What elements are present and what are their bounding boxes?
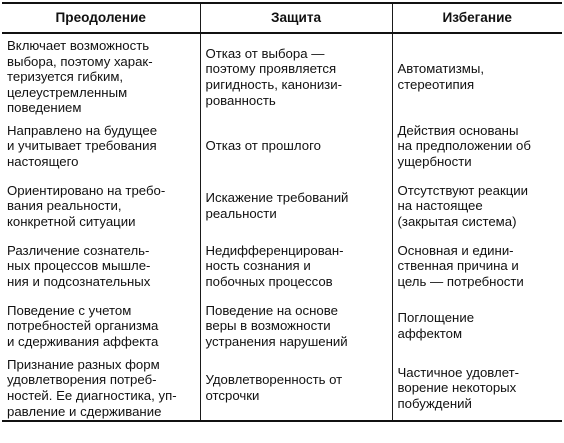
cell-defense: Отказ от выбора — поэтому проявляется ригидность, канонизи- рованность xyxy=(200,33,392,116)
table-row xyxy=(2,116,562,176)
cell-defense: Недифференцирован- ность сознания и побочных процессов xyxy=(200,236,392,296)
cell-coping: Направлено на будущее и учитывает требования настоящего xyxy=(2,116,200,176)
table-row xyxy=(2,176,562,236)
header-row xyxy=(2,3,562,33)
cell-coping: Признание разных форм удовлетворения потреб- ностей. Ее диагностика, уп- равление и сдерживание xyxy=(2,356,200,421)
cell-defense: Отказ от прошлого xyxy=(200,116,392,176)
cell-coping: Поведение с учетом потребностей организма и сдерживания аффекта xyxy=(2,296,200,356)
cell-avoidance: Основная и едини- ственная причина и цель — потребности xyxy=(392,236,562,296)
table-row xyxy=(2,236,562,296)
table-header xyxy=(2,3,562,33)
table-body xyxy=(2,33,562,421)
cell-defense: Искажение требований реальности xyxy=(200,176,392,236)
cell-defense: Удовлетворенность от отсрочки xyxy=(200,356,392,421)
header-coping: Преодоление xyxy=(2,3,200,33)
cell-avoidance: Действия основаны на предположении об ущербности xyxy=(392,116,562,176)
header-defense: Защита xyxy=(200,3,392,33)
cell-coping: Ориентировано на требо- вания реальности, конкретной ситуации xyxy=(2,176,200,236)
table-row xyxy=(2,33,562,116)
cell-coping: Включает возможность выбора, поэтому харак- теризуется гибким, целеустремленным поведением xyxy=(2,33,200,116)
cell-avoidance: Поглощение аффектом xyxy=(392,296,562,356)
cell-avoidance: Отсутствуют реакции на настоящее (закрытая система) xyxy=(392,176,562,236)
cell-avoidance: Частичное удовлет- ворение некоторых побуждений xyxy=(392,356,562,421)
cell-avoidance: Автоматизмы, стереотипия xyxy=(392,33,562,116)
cell-coping: Различение сознатель- ных процессов мышле- ния и подсознательных xyxy=(2,236,200,296)
comparison-table xyxy=(2,2,562,422)
table-row xyxy=(2,356,562,421)
table-row xyxy=(2,296,562,356)
cell-defense: Поведение на основе веры в возможности устранения нарушений xyxy=(200,296,392,356)
header-avoidance: Избегание xyxy=(392,3,562,33)
